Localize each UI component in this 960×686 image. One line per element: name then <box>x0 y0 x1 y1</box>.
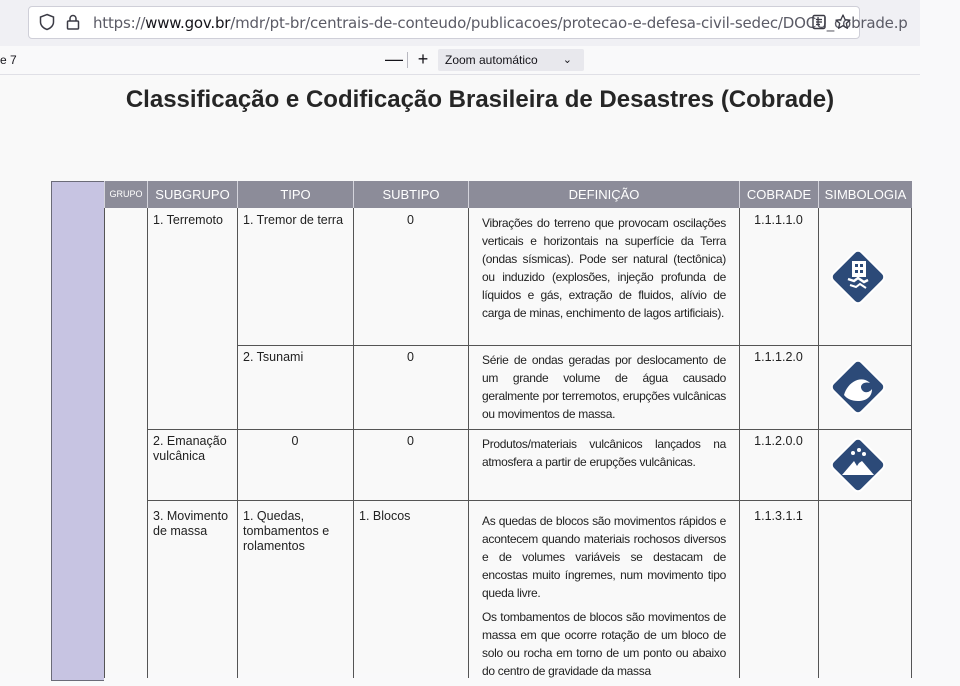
cell-cobrade: 1.1.1.2.0 <box>754 350 803 364</box>
cell-subtipo: 1. Blocos <box>359 509 411 523</box>
pdf-toolbar <box>0 46 920 75</box>
url-text[interactable]: https://www.gov.br/mdr/pt-br/centrais-de-conteudo/publicacoes/protecao-e-defesa-civil-sedec/DOCU_cobrade.p <box>93 14 908 32</box>
cell-definicao: Vibrações do terreno que provocam oscilações verticais e horizontais na superfície da Terra (ondas sísmicas). Pode ser natural (tectônica) ou induzido (explosões, injeção profunda de líquidos e gás, extração de fluidos, alívio de carga de minas, enchimento de lagos artificiais). <box>482 216 726 320</box>
definition-paragraph: As quedas de blocos são movimentos rápidos e acontecem quando materiais rochosos diversos e de volumes variáveis se destacam de encostas muito íngremes, num movimento tipo queda livre. <box>482 514 726 600</box>
zoom-separator <box>407 52 408 68</box>
reader-view-icon[interactable] <box>809 13 829 33</box>
address-bar[interactable] <box>28 6 908 39</box>
header-grupo: GRUPO <box>104 181 147 208</box>
grid-line <box>237 345 912 346</box>
cell-definicao: Produtos/materiais vulcânicos lançados na atmosfera a partir de erupções vulcânicas. <box>482 437 726 469</box>
header-subtipo: SUBTIPO <box>353 181 468 208</box>
browser-toolbar <box>0 0 920 46</box>
grid-line <box>468 208 469 678</box>
document-title: Classificação e Codificação Brasileira de Desastres (Cobrade) <box>125 86 835 113</box>
header-cobrade: COBRADE <box>739 181 818 208</box>
tsunami-symbol-icon <box>826 355 890 419</box>
cell-definicao <box>482 512 726 686</box>
cell-cobrade: 1.1.1.1.0 <box>754 213 803 227</box>
volcano-symbol-icon <box>826 433 890 497</box>
cell-subtipo: 0 <box>407 350 414 364</box>
cell-subtipo: 0 <box>407 213 414 227</box>
zoom-select-value: Zoom automático <box>445 53 538 67</box>
cell-subtipo: 0 <box>407 434 414 448</box>
cell-subgrupo: 3. Movimento de massa <box>153 509 229 538</box>
earthquake-symbol-icon <box>826 245 890 309</box>
grid-line <box>818 208 819 678</box>
grid-line <box>147 429 912 430</box>
cell-tipo: 1. Quedas, tombamentos e rolamentos <box>243 509 330 553</box>
grid-line <box>147 208 148 678</box>
header-simbologia: SIMBOLOGIA <box>818 181 912 208</box>
cell-tipo: 1. Tremor de terra <box>243 213 344 227</box>
pdf-page <box>0 75 920 678</box>
lock-icon[interactable] <box>63 13 83 33</box>
cell-tipo: 2. Tsunami <box>243 350 304 364</box>
grid-line <box>147 500 912 501</box>
grid-line <box>104 208 105 678</box>
header-subgrupo: SUBGRUPO <box>147 181 237 208</box>
cell-cobrade: 1.1.3.1.1 <box>754 509 803 523</box>
bookmark-star-icon[interactable] <box>833 13 853 33</box>
zoom-in-button[interactable]: + <box>417 49 429 69</box>
grid-line <box>911 208 912 678</box>
shield-icon[interactable] <box>37 13 57 33</box>
definition-paragraph: Os tombamentos de blocos são movimentos de massa em que ocorre rotação de um bloco de solo ou rocha em torno de um ponto ou abaixo do centro de gravidade da massa <box>482 610 726 678</box>
cell-subgrupo: 1. Terremoto <box>153 213 223 227</box>
zoom-select[interactable] <box>438 49 584 71</box>
cell-definicao: Série de ondas geradas por deslocamento de um grande volume de água causado geralmente por terremotos, erupções vulcânicas ou movimentos de massa. <box>482 353 726 421</box>
group-side-strip <box>51 181 104 681</box>
cell-tipo: 0 <box>291 434 299 448</box>
cell-cobrade: 1.1.2.0.0 <box>754 434 803 448</box>
header-tipo: TIPO <box>237 181 353 208</box>
cell-subgrupo: 2. Emanação vulcânica <box>153 434 227 463</box>
zoom-out-button[interactable]: — <box>385 49 403 69</box>
page-count-label: e 7 <box>0 53 17 67</box>
chevron-down-icon: ⌄ <box>562 54 572 66</box>
header-definicao: DEFINIÇÃO <box>468 181 739 208</box>
